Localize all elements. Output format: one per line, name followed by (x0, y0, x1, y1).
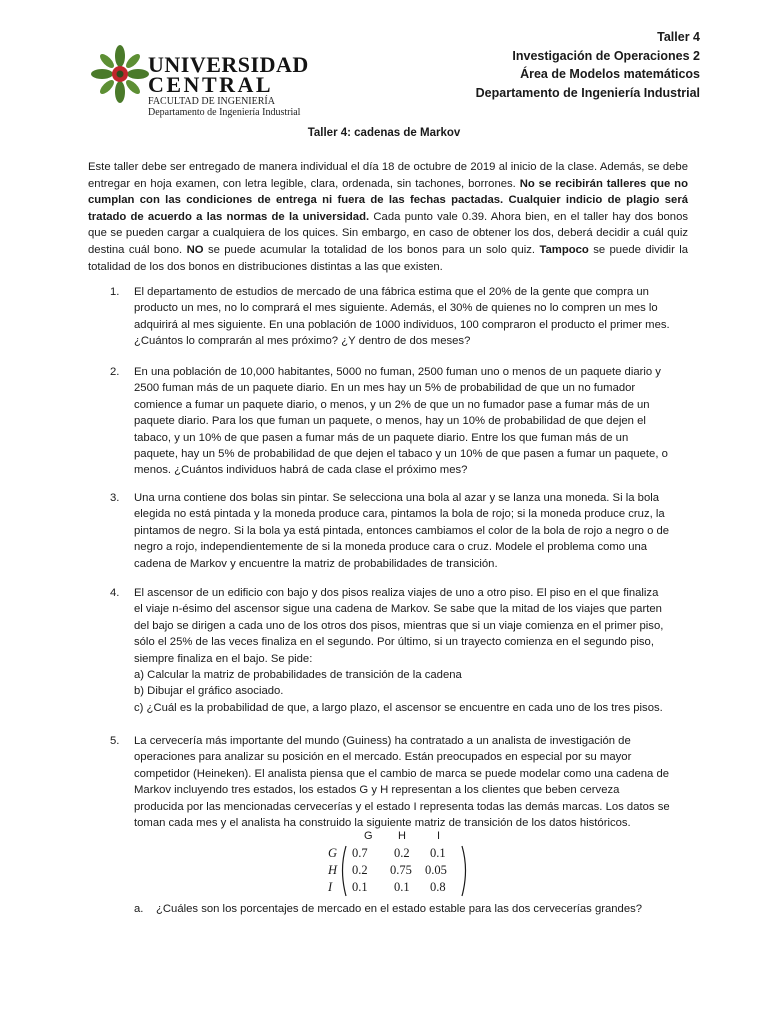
question-number: 1. (110, 286, 120, 298)
logo-faculty: FACULTAD DE INGENIERÍA (148, 96, 275, 107)
matrix-row-header: I (328, 880, 333, 894)
header-info (476, 28, 700, 102)
intro-bold-2: NO (186, 243, 204, 256)
matrix-cell: 0.1 (430, 846, 446, 860)
matrix-cell: 0.7 (352, 846, 368, 860)
matrix-col-header: I (437, 830, 441, 842)
matrix-row-header: H (328, 863, 338, 877)
subquestion-text: ¿Cuáles son los porcentajes de mercado en el estado estable para las dos cervecerías grandes? (156, 903, 643, 915)
intro-text-2: Cada punto vale 0.39. Ahora bien, en el taller hay dos bonos que se pueden cargar a cualquiera de los quices. Sin embargo, en caso de obtener los dos, deberá decidir a cuál quiz destina cuál bono. (88, 210, 688, 256)
logo-central: CENTRAL (148, 72, 274, 97)
intro-text-3: se puede acumular la totalidad de los bonos para un solo quiz. (207, 243, 536, 256)
matrix-row-header: G (328, 846, 338, 860)
subquestion-b: b) Dibujar el gráfico asociado. (134, 685, 284, 698)
question-number: 3. (110, 492, 120, 504)
question-text: La cervecería más importante del mundo (Guiness) ha contratado a un analista de investigación de operaciones para analizar su posición en el mercado. Están preocupados en especial por su mayor competidor (Heineken). El analista piensa que el cambio de marca se puede modelar como una cadena de Markov incluyendo tres estados, los estados G y H representan a los clientes que beben cerveza producida por las mencionadas cervecerías y el estado I representa todas las demás marcas. Los datos se toman cada mes y el analista ha construido la siguiente matriz de transición de los datos históricos. (134, 735, 670, 830)
question-4 (110, 585, 670, 716)
logo-department: Departamento de Ingeniería Industrial (148, 107, 301, 118)
intro-paragraph (88, 159, 688, 275)
logo-university: UNIVERSIDAD (148, 52, 309, 77)
flower-emblem-icon (90, 44, 150, 104)
question-text: Una urna contiene dos bolas sin pintar. Se selecciona una bola al azar y se lanza una moneda. Si la bola elegida no está pintada y la moneda produce cara, pintamos la bola de rojo; si la moneda produce cruz, la pintamos de negro. Si la bola ya está pintada, entonces cambiamos el color de la bola de rojo a negro o de negro a rojo, independientemente de si la moneda produce cara o cruz. Modele el problema como una cadena de Markov y encuentre la matriz de probabilidades de transición. (134, 492, 670, 570)
question-text: El ascensor de un edificio con bajo y dos pisos realiza viajes de uno a otro piso. El piso en el que finaliza el viaje n-ésimo del ascensor sigue una cadena de Markov. Se sabe que la mitad de los viajes que parten del bajo se dirigen a cada uno de los otros dos pisos, mientras que si un viaje comienza en el primer piso, sólo el 25% de las veces finaliza en el segundo. Por último, si un trayecto comienza en el segundo piso, siempre finaliza en el bajo. Se pide: (134, 587, 664, 665)
matrix-cell: 0.75 (390, 863, 412, 877)
subquestion-c: c) ¿Cuál es la probabilidad de que, a largo plazo, el ascensor se encuentre en cada uno de los tres pisos. (134, 701, 663, 714)
intro-text-4: se puede dividir la totalidad de los dos bonos en distribuciones distintas a las que existen. (88, 243, 689, 273)
question-number: 4. (110, 587, 120, 599)
matrix-cell: 0.2 (352, 863, 368, 877)
question-1 (110, 284, 670, 350)
intro-bold-1: No se recibirán talleres que no cumplan con las condiciones de entrega ni fuera de las fechas pactadas. Cualquier indicio de plagio será tratado de acuerdo a las normas de la universidad. (88, 177, 688, 223)
subquestion-a: a) Calcular la matriz de probabilidades de transición de la cadena (134, 669, 462, 682)
header-line-department: Departamento de Ingeniería Industrial (475, 85, 700, 100)
header-line-area: Área de Modelos matemáticos (520, 67, 700, 81)
question-2 (110, 364, 670, 479)
matrix-col-header: H (398, 830, 406, 842)
matrix-cell: 0.1 (352, 880, 368, 894)
header-line-course: Investigación de Operaciones 2 (512, 48, 700, 63)
document-title: Taller 4: cadenas de Markov (307, 127, 461, 139)
matrix-cell: 0.1 (394, 880, 410, 894)
question-number: 5. (110, 735, 120, 747)
subquestion-label: a. (134, 903, 144, 915)
intro-text-1: Este taller debe ser entregado de manera individual el día 18 de octubre de 2019 al inicio de la clase. Además, se debe entregar en hoja examen, con letra legible, clara, ordenada, sin tachones, borrones. (88, 161, 688, 190)
question-text: En una población de 10,000 habitantes, 5000 no fuman, 2500 fuman uno o menos de un paquete diario y 2500 fuman más de un paquete diario. En un mes hay un 5% de probabilidad de que un no fumador comience a fumar un paquete diario, o menos, y un 2% de que un no fumador pase a fumar más de un paquete diario. Para los que fuman un paquete, o menos, hay un 10% de probabilidad de que dejen el tabaco, y un 10% de que pasen a fumar más de un paquete diario. Entre los que fuman más de un paquete, hay un 5% de probabilidad de que dejen el tabaco y un 10% de que pasen a fumar un paquete, o menos. ¿Cuántos individuos habrá de cada clase el próximo mes? (134, 366, 668, 477)
question-5-subquestion (134, 901, 694, 917)
university-logo (90, 44, 330, 118)
question-number: 2. (110, 366, 120, 378)
question-3 (110, 490, 670, 572)
matrix-col-header: G (364, 830, 373, 842)
intro-bold-3: Tampoco (539, 243, 589, 256)
matrix-cell: 0.05 (425, 863, 447, 877)
matrix-cell: 0.8 (430, 880, 446, 894)
matrix-cell: 0.2 (394, 846, 410, 860)
header-line-workshop: Taller 4 (657, 30, 700, 44)
question-5 (110, 733, 670, 831)
question-text: El departamento de estudios de mercado de una fábrica estima que el 20% de la gente que compra un producto un mes, no lo comprará el mes siguiente. Además, el 30% de quienes no lo compren un mes lo adquirirá al mes siguiente. En una población de 1000 individuos, 100 compraron el producto el primer mes. ¿Cuántos lo comprarán al mes próximo? ¿Y dentro de dos meses? (134, 286, 670, 348)
